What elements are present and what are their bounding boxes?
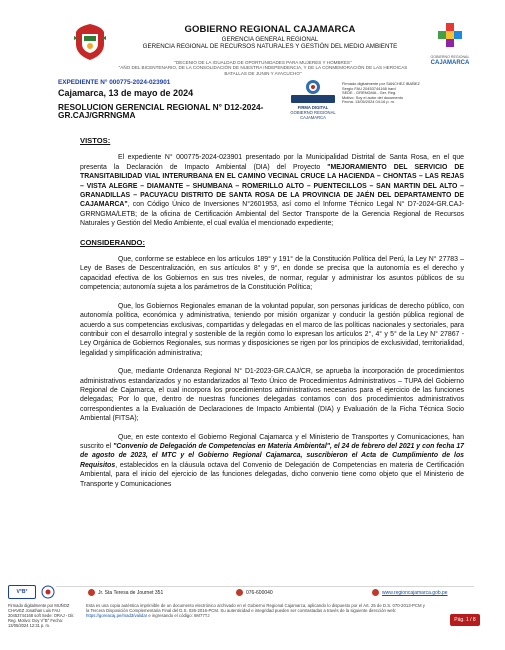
considerando-paragraph-1: Que, conforme se establece en los artículos 189° y 191° de la Constitución Política del Perú, la Ley N° 27783 – Ley de Bases de Descentralización, en sus artículos 8° y 9°, en donde se precisa que la autonomía es el derecho y capacidad efectiva de los Gobiernos en sus tres niveles, de normar, regular y administrar los asuntos públicos de su competencia; autonomía sujeta a los parámetros de la Constitución Política; bbox=[80, 256, 464, 292]
phone-text: 076-600040 bbox=[246, 589, 273, 596]
digital-signature-badge-icon bbox=[289, 78, 337, 104]
considerando-paragraph-2: Que, los Gobiernos Regionales emanan de la voluntad popular, son personas jurídicas de derecho público, con autonomía política, económica y administrativa, teniendo por misión organizar y conducir la gestión pública regional de acuerdo a sus competencias exclusivas, compartidas y delegadas en el marco de las políticas nacionales y sectoriales, para contribuir con el desarrollo integral y sostenible de la región como lo expresan los artículos 2°, 4° y 5° de la Ley N° 27867 - Ley Orgánica de Gobiernos Regionales, sus normas y disposiciones se rigen por los principios de exclusividad, territorialidad, legalidad y simplificación administrativa; bbox=[80, 302, 464, 357]
footer-address bbox=[88, 589, 163, 596]
agreement-reference: "Convenio de Delegación de Competencias en Materia Ambiental", el 24 de febrero del 2021 y con fecha 17 de agosto de 2023, el MTC y el Gobierno Regional Cajamarca, suscribieron el Acta de Cumplimiento de los Requisitos bbox=[80, 442, 465, 469]
signature-badge-title: FIRMA DIGITAL bbox=[297, 105, 329, 110]
considerando-paragraph-3: Que, mediante Ordenanza Regional N° D1-2023-GR.CAJ/CR, se aprueba la incorporación de procedimientos administrativos estandarizados y no estandarizados al Texto Único de Procedimientos Administrativos – TUPA del Gobierno Regional de Cajamarca, el cual incorpora los procedimientos administrativos necesarios para el ejercicio de las funciones delegadas; Por lo que, dentro de nuestras funciones delegadas contamos con dos procedimientos administrativos correspondientes a la Evaluación de Declaraciones de Impacto Ambiental (DIA) y Evaluación de la Ficha Técnica Socio Ambiental (FITSA); bbox=[80, 368, 464, 423]
footer-website bbox=[372, 589, 448, 596]
vistos-heading: VISTOS: bbox=[80, 136, 111, 145]
project-name: "MEJORAMIENTO DEL SERVICIO DE TRANSITABILIDAD VIAL INTERURBANA EN EL CAMINO VECINAL CRUCE LA HACIENDA – CHONTAS – LAS REJAS – VISTA ALEGRE – DIAMANTE – SHUMBANA – ROMERILLO ALTO – PUENTECILLOS – SAN MARTIN DEL ALTO – GRANADILLAS – PACUYACU DISTRITO DE SANTA ROSA DE LA PROVINCIA DE JAÉN DEL DEPARTAMENTO DE CAJAMARCA" bbox=[80, 163, 464, 209]
logo-label: CAJAMARCA bbox=[430, 60, 470, 66]
authenticity-notice bbox=[86, 603, 426, 619]
document-body bbox=[80, 136, 464, 498]
paragraph-4-text-end: , establecidos en la cláusula octava del Convenio de Delegación de Competencias en materia de Certificación Ambiental, para el inicio del ejercicio de las funciones delegadas, dicho convenio tiene como objeto que el Ministerio de Transporte y Comunicaciones bbox=[80, 461, 464, 488]
signature-info bbox=[342, 82, 472, 105]
signature-badge-sub: GOBIERNO REGIONAL CAJAMARCA bbox=[290, 110, 336, 120]
logo-sub: GOBIERNO REGIONAL bbox=[430, 55, 470, 59]
resolution-title: RESOLUCION GERENCIAL REGIONAL N° D12-2024-GR.CAJ/GRRNGMA bbox=[58, 102, 264, 121]
paragraph-4-text: Que, en este contexto el Gobierno Regional Cajamarca y el Ministerio de Transportes y Comunicaciones, han suscrito el bbox=[80, 433, 464, 450]
official-mottos bbox=[118, 60, 408, 76]
cajamarca-logo-icon bbox=[435, 22, 465, 50]
signature-badge-label bbox=[289, 105, 337, 120]
phone-icon bbox=[236, 589, 243, 596]
org-name: GOBIERNO REGIONAL CAJAMARCA bbox=[184, 24, 356, 35]
peru-coat-of-arms-icon bbox=[72, 22, 108, 62]
footer-divider bbox=[44, 586, 474, 587]
signature-line: SEDE - GRRNGMA - Ger. Reg. bbox=[342, 90, 397, 96]
signature-line: Motivo: Soy el autor del documento bbox=[342, 94, 403, 100]
signature-line: Firmado digitalmente por SANCHEZ IBAÑEZ bbox=[342, 81, 420, 86]
validation-link[interactable]: https://goreacaj.pe/mad3/validar bbox=[86, 613, 148, 619]
year-motto: "AÑO DEL BICENTENARIO, DE LA CONSOLIDACIÓN DE NUESTRA INDEPENDENCIA, Y DE LA CONMEMORACIÓN DE LAS HEROICAS BATALLAS DE JUNIN Y AYACUCHO" bbox=[118, 65, 408, 76]
website-link[interactable]: www.regioncajamarca.gob.pe bbox=[382, 589, 448, 596]
expediente-number: EXPEDIENTE N° 000775-2024-023901 bbox=[58, 79, 171, 86]
considerando-heading: CONSIDERANDO: bbox=[80, 237, 145, 247]
notice-code: e ingresando el código: 6M77TJ bbox=[147, 613, 210, 619]
notice-text: Esta es una copia auténtica imprimible de un documento electrónico archivado en el Gobierno Regional Cajamarca, aplicando lo dispuesto por el Art. 25 de D.S. 070-2013-PCM y la Tercera Disposición Complementaria Final del D.S. 026-2016-PCM. Su autenticidad e integridad pueden ser contrastadas a través de la siguiente dirección web: bbox=[86, 603, 425, 614]
globe-icon bbox=[372, 589, 379, 596]
vistos-text: El expediente N° 000775-2024-023901 presentado por la Municipalidad Distrital de Santa Rosa, en el que presenta la Declaración de Impacto Ambiental (DIA) del Proyecto bbox=[80, 154, 464, 171]
general-management: GERENCIA GENERAL REGIONAL bbox=[221, 36, 319, 43]
location-icon bbox=[88, 589, 95, 596]
footer-phone bbox=[236, 589, 273, 596]
address-text: Jr. Sta Teresa de Journet 351 bbox=[98, 589, 164, 596]
signature-line: Sergio FAU 20453744168 hard bbox=[342, 85, 396, 91]
seal-icon bbox=[40, 584, 56, 600]
vb-signature-info: Firmado digitalmente por MUÑOZ CHAVEZ Jonathan Luis FAU 20453744168 soft Sede: ORAJ - Dir. Reg. Motivo: Doy V°B° Fecha: 13/05/2024 12:31 p. m. bbox=[8, 603, 75, 628]
vistos-text-end: , con Código Único de Inversiones N°2601953, así como el Informe Técnico Legal N° D7-2024-GR.CAJ-GRRNGMA/LETB; de la oficina de Certificación Ambiental del Sector Transporte de la Gerencia Regional de Recursos Naturales y Gestión del Medio Ambiente, el cual evalúa el mencionado expediente; bbox=[80, 201, 464, 228]
decade-motto: "DECENIO DE LA IGUALDAD DE OPORTUNIDADES PARA MUJERES Y HOMBRES" bbox=[174, 60, 352, 65]
regional-logo bbox=[425, 22, 475, 66]
letterhead bbox=[130, 24, 410, 50]
approval-badge: V°B° bbox=[8, 585, 36, 599]
regional-management: GERENCIA REGIONAL DE RECURSOS NATURALES Y GESTIÓN DEL MEDIO AMBIENTE bbox=[142, 43, 398, 50]
signature-line: Fecha: 13/05/2024 04:16 p. m. bbox=[342, 99, 395, 105]
considerando-paragraph-4 bbox=[80, 433, 464, 489]
document-date: Cajamarca, 13 de mayo de 2024 bbox=[58, 88, 194, 98]
vistos-paragraph bbox=[80, 153, 464, 228]
page-number: Pág. 1 / 8 bbox=[450, 614, 480, 626]
